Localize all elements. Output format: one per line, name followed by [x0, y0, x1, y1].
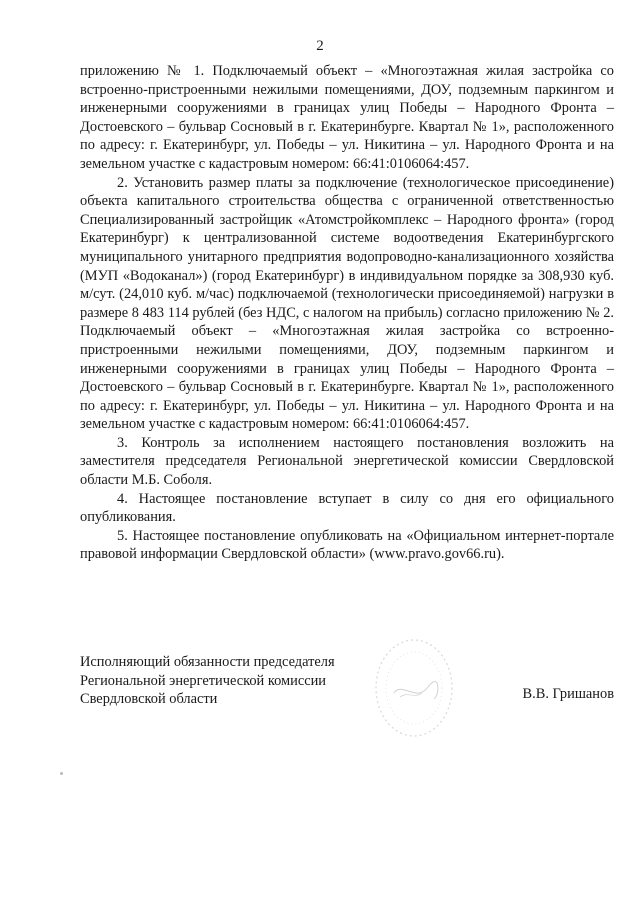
paragraph-4-effective: 4. Настоящее постановление вступает в силу со дня его официального опубликования.	[80, 490, 614, 526]
paragraph-1-continuation: приложению № 1. Подключаемый объект – «Многоэтажная жилая застройка со встроенно-пристроенными нежилыми помещениями, ДОУ, подземным паркингом и инженерными сооружениями в границах улиц Победы – Народного Фронта – Достоевского – бульвар Сосновый в г. Екатеринбурге. Квартал № 1», расположенного по адресу: г. Екатеринбург, ул. Победы – ул. Никитина – ул. Народного Фронта и на земельном участке с кадастровым номером: 66:41:0106064:457.	[80, 63, 614, 172]
paragraph-2-fee: 2. Установить размер платы за подключение (технологическое присоединение) объекта капитального строительства общества с ограниченной ответственностью Специализированный застройщик «Атомстройкомплекс – Народного фронта» (город Екатеринбург) к централизованной системе водоотведения Екатеринбургского муниципального унитарного предприятия водопроводно-канализационного хозяйства (МУП «Водоканал») (город Екатеринбург) в индивидуальном порядке за 308,930 куб. м/сут. (24,010 куб. м/час) подключаемой (технологически присоединяемой) нагрузки в размере 8 483 114 рублей (без НДС, с налогом на прибыль) согласно приложению № 2. Подключаемый объект – «Многоэтажная жилая застройка со встроенно-пристроенными нежилыми помещениями, ДОУ, подземным паркингом и инженерными сооружениями в границах улиц Победы – Народного Фронта – Достоевского – бульвар Сосновый в г. Екатеринбурге. Квартал № 1», расположенного по адресу: г. Екатеринбург, ул. Победы – ул. Никитина – ул. Народного Фронта и на земельном участке с кадастровым номером: 66:41:0106064:457.	[80, 174, 614, 433]
signatory-position-line: Исполняющий обязанности председателя	[80, 654, 335, 670]
scan-speck	[60, 772, 63, 775]
paragraph-3-control: 3. Контроль за исполнением настоящего постановления возложить на заместителя председателя Региональной энергетической комиссии Свердловской области М.Б. Соболя.	[80, 434, 614, 489]
page-number: 2	[316, 38, 324, 54]
signatory-position-line: Региональной энергетической комиссии	[80, 672, 326, 689]
paragraph-5-publish: 5. Настоящее постановление опубликовать на «Официальном интернет-портале правовой информации Свердловской области» (www.pravo.gov66.ru).	[80, 527, 614, 563]
signatory-name: В.В. Гришанов	[522, 686, 614, 702]
document-body	[80, 62, 614, 564]
signature-block	[80, 653, 614, 713]
signatory-position	[80, 653, 335, 709]
signatory-position-line: Свердловской области	[80, 691, 218, 708]
